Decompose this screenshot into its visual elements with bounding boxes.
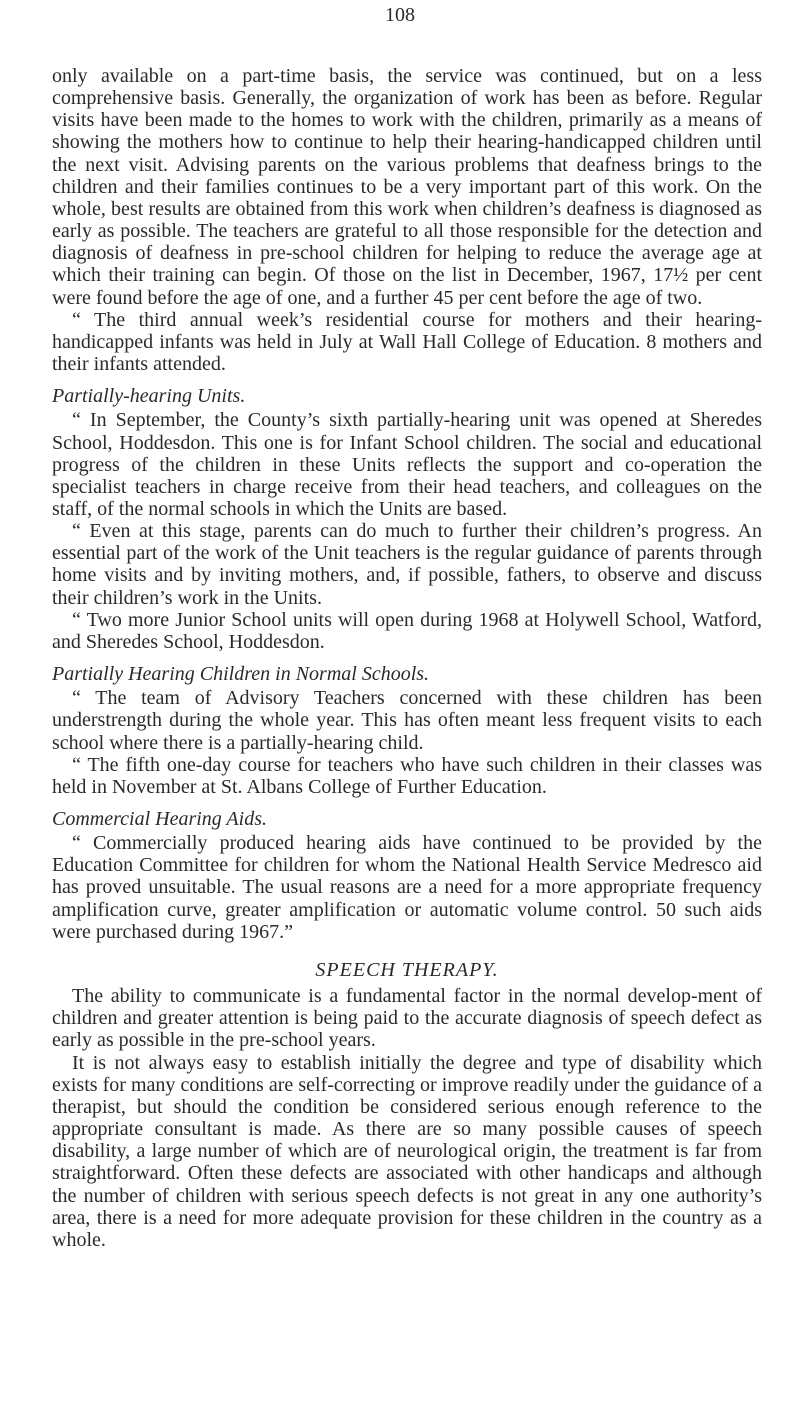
page-number: 108 (385, 4, 415, 26)
paragraph: “ The team of Advisory Teachers concerned with these children has been understrength during the whole year. This has often meant less frequent visits to each school where there is a partially-hearing child. (52, 687, 762, 754)
paragraph: “ Two more Junior School units will open during 1968 at Holywell School, Watford, and Sheredes School, Hoddesdon. (52, 608, 762, 653)
section-heading: Partially Hearing Children in Normal Schools. (52, 663, 430, 686)
document-body (52, 65, 762, 1251)
paragraph: “ The third annual week’s residential course for mothers and their hearing-handicapped infants was held in July at Wall Hall College of Education. 8 mothers and their infants attended. (52, 308, 762, 376)
paragraph: “ Even at this stage, parents can do much to further their children’s progress. An essential part of the work of the Unit teachers is the regular guidance of parents through home visits and by inviting mothers, and, if possible, fathers, to observe and discuss their children’s work in the Units. (52, 520, 762, 609)
section-heading: Partially-hearing Units. (52, 385, 246, 408)
paragraph: “ Commercially produced hearing aids have continued to be provided by the Education Committee for children for whom the National Health Service Medresco aid has proved unsuitable. The usual reasons are a need for a more appropriate frequency amplification curve, greater amplification or automatic volume control. 50 such aids were purchased during 1967.” (52, 832, 762, 943)
paragraph: “ The fifth one-day course for teachers who have such children in their classes was held in November at St. Albans College of Further Education. (52, 753, 762, 798)
paragraph: “ In September, the County’s sixth partially-hearing unit was opened at Sheredes School, Hoddesdon. This one is for Infant School children. The social and educational progress of the children in these Units reflects the support and co-operation the specialist teachers in charge receive from their head teachers, and colleagues on the staff, of the normal schools in which the Units are based. (52, 409, 762, 520)
paragraph: only available on a part-time basis, the service was continued, but on a less comprehensive basis. Generally, the organization of work has been as before. Regular visits have been made to the homes to work with the children, primarily as a means of showing the mothers how to continue to help their hearing-handicapped children until the next visit. Advising parents on the various problems that deafness brings to the children and their families continues to be a very important part of this work. On the whole, best results are obtained from this work when children’s deafness is diagnosed as early as possible. The teachers are grateful to all those responsible for the detection and diagnosis of deafness in pre-school children for helping to reduce the average age at which their training can begin. Of those on the list in December, 1967, 17½ per cent were found before the age of one, and a further 45 per cent before the age of two. (52, 65, 762, 309)
paragraph: The ability to communicate is a fundamental factor in the normal develop-ment of children and greater attention is being paid to the accurate diagnosis of speech defect as early as possible in the pre-school years. (52, 985, 762, 1052)
section-heading: Commercial Hearing Aids. (52, 808, 267, 830)
paragraph: It is not always easy to establish initially the degree and type of disability which exists for many conditions are self-correcting or improve readily under the guidance of a therapist, but should the condition be considered serious enough reference to the appropriate consultant is made. As there are so many possible causes of speech disability, a large number of which are of neurological origin, the treatment is far from straightforward. Often these defects are associated with other handicaps and although the number of children with serious speech defects is not great in any one authority’s area, there is a need for more adequate provision for these children in the country as a whole. (52, 1051, 762, 1251)
section-title: SPEECH THERAPY. (315, 958, 499, 981)
